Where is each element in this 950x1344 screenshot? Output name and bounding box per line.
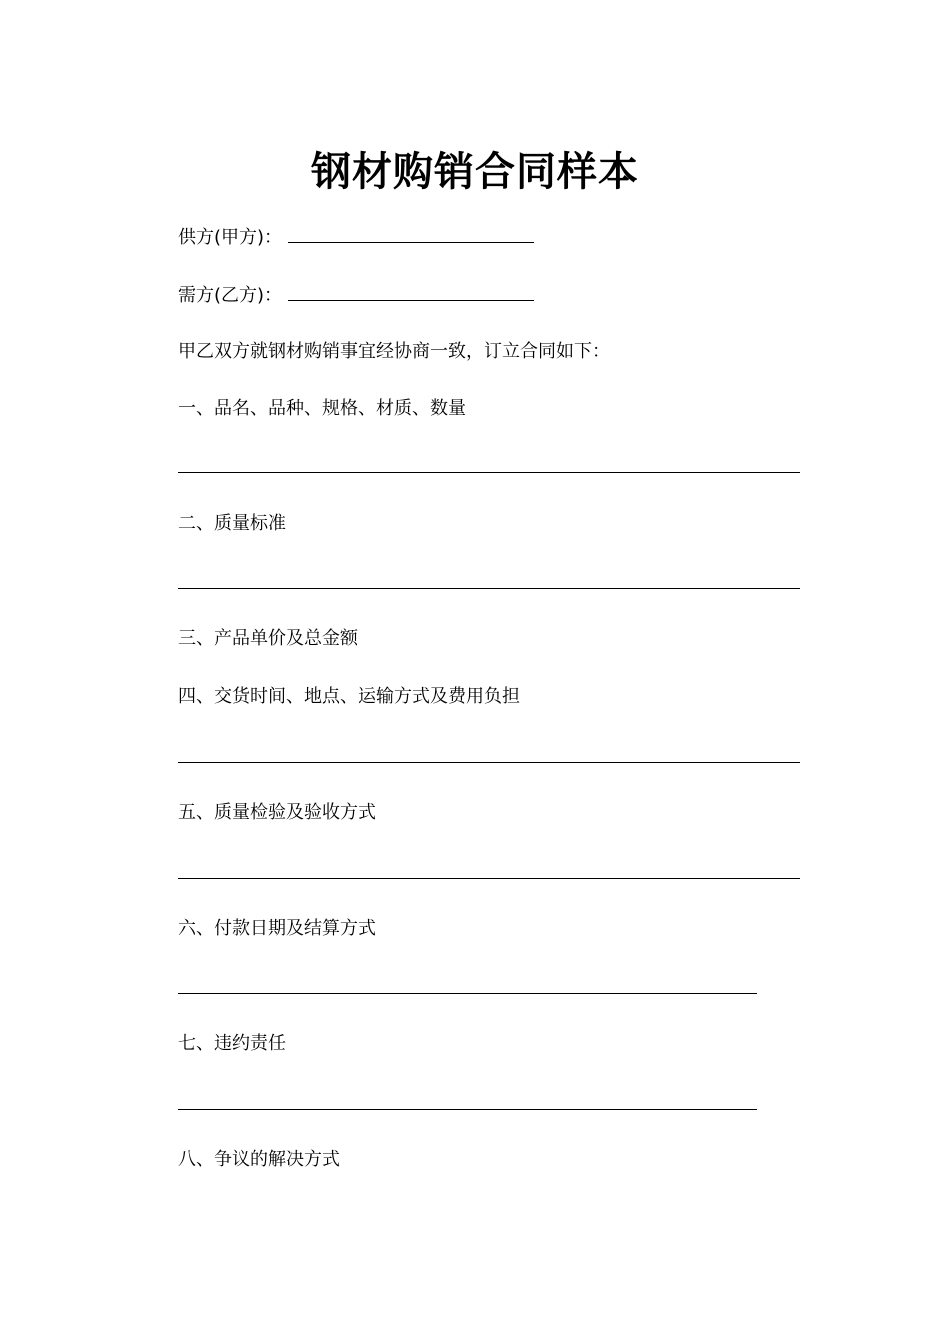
supplier-blank[interactable] bbox=[288, 224, 534, 243]
fill-in-line[interactable] bbox=[178, 1109, 757, 1110]
fill-in-line[interactable] bbox=[178, 993, 757, 994]
section-heading: 七、违约责任 bbox=[178, 1033, 286, 1054]
intro-text: 甲乙双方就钢材购销事宜经协商一致，订立合同如下： bbox=[178, 341, 610, 362]
fill-in-line[interactable] bbox=[178, 472, 800, 473]
section-heading: 三、产品单价及总金额 bbox=[178, 628, 358, 649]
section-heading: 六、付款日期及结算方式 bbox=[178, 918, 376, 939]
section-heading: 五、质量检验及验收方式 bbox=[178, 802, 376, 823]
fill-in-line[interactable] bbox=[178, 762, 800, 763]
buyer-blank[interactable] bbox=[288, 282, 534, 301]
section-heading: 四、交货时间、地点、运输方式及费用负担 bbox=[178, 686, 520, 707]
section-heading: 二、质量标准 bbox=[178, 513, 286, 534]
fill-in-line[interactable] bbox=[178, 588, 800, 589]
supplier-label: 供方(甲方)： bbox=[178, 227, 283, 248]
document-title: 钢材购销合同样本 bbox=[311, 149, 639, 195]
fill-in-line[interactable] bbox=[178, 878, 800, 879]
section-heading: 八、争议的解决方式 bbox=[178, 1149, 340, 1170]
supplier-line bbox=[178, 224, 534, 250]
section-heading: 一、品名、品种、规格、材质、数量 bbox=[178, 398, 466, 419]
buyer-line bbox=[178, 282, 534, 308]
buyer-label: 需方(乙方)： bbox=[178, 285, 283, 306]
